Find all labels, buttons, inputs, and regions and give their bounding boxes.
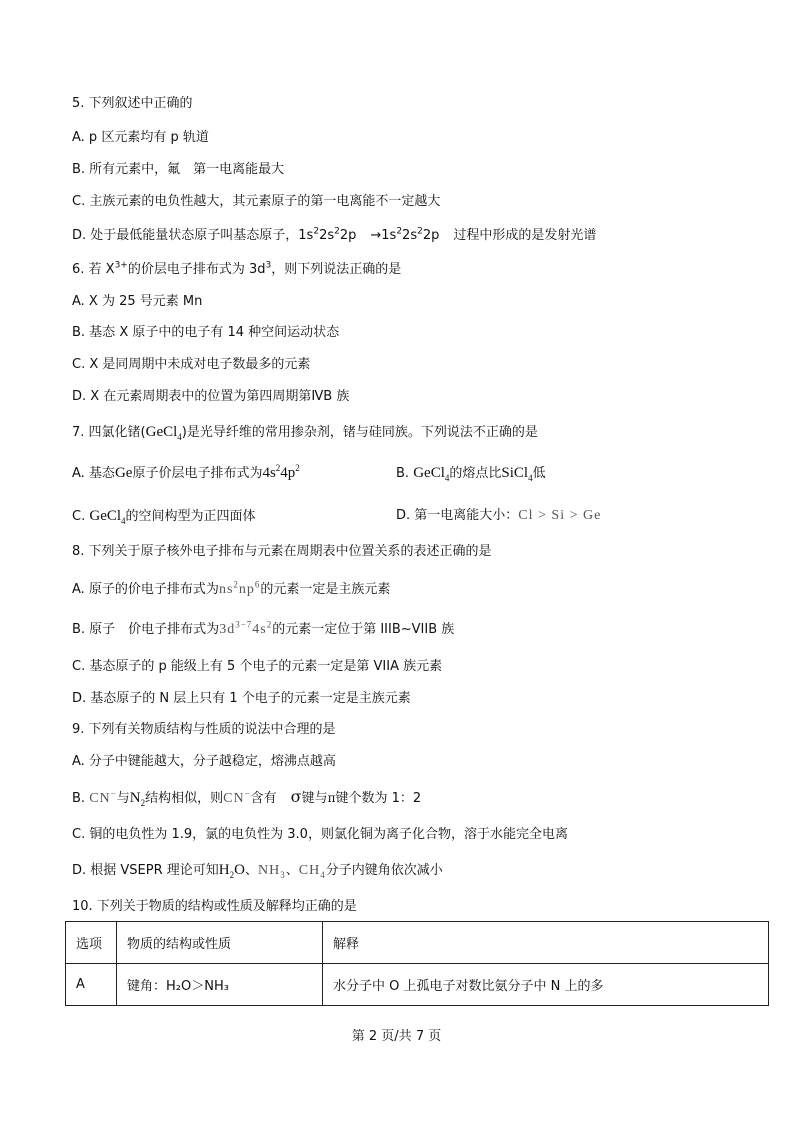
q7-option-a-config: $4s^24p^2$	[262, 463, 300, 481]
q10-stem: 10. 下列关于物质的结构或性质及解释均正确的是	[72, 899, 357, 914]
q9-option-b-mid2: 结构相似，则	[145, 791, 224, 806]
q7-gecl4-formula: GeCl$_4$	[145, 424, 182, 442]
q6-stem-end: ，则下列说法正确的是	[271, 262, 402, 277]
table-cell: 水分子中 O 上孤电子对数比氨分子中 N 上的多	[323, 964, 769, 1006]
q9-option-d-nh3: $NH_3$	[257, 863, 286, 880]
q5-option-d	[72, 228, 596, 244]
q9-option-d-sep1: 、	[244, 863, 258, 878]
q7-option-c-prefix: C.	[72, 509, 86, 524]
q7-option-b-middle: 的熔点比	[449, 466, 502, 481]
table-row	[66, 964, 769, 1006]
q7-option-d-formula: Cl > Si > Ge	[518, 508, 602, 523]
q8-option-b	[72, 619, 455, 638]
q7-stem	[72, 424, 538, 441]
q8-option-a-suffix: 的元素一定是主族元素	[260, 582, 391, 597]
table-header-cell: 物质的结构或性质	[117, 922, 323, 964]
q9-option-b-mid4: 键与	[301, 791, 328, 806]
q8-option-b-formula: $3d^{3-7}4s^2$	[219, 619, 273, 637]
q9-stem: 9. 下列有关物质结构与性质的说法中合理的是	[72, 722, 336, 737]
q6-option-c: C. X 是同周期中未成对电子数最多的元素	[72, 357, 311, 372]
table-cell: 键角：H₂O＞NH₃	[117, 964, 323, 1006]
q6-stem: 6. 若 $X^{3+}$的价层电子排布式为 $3d^3$，则下列说法正确的是	[72, 260, 402, 277]
q9-option-d	[72, 862, 443, 879]
q7-stem-prefix: 7. 四氯化锗(	[72, 425, 146, 440]
q6-stem-prefix: 6. 若 X	[72, 262, 115, 277]
q7-option-d	[396, 508, 601, 524]
q9-option-b-cn2: CN−	[223, 788, 251, 806]
q7-stem-suffix: )是光导纤维的常用掺杂剂，锗与硅同族。下列说法不正确的是	[181, 425, 538, 440]
q5-option-d-suffix: 过程中形成的是发射光谱	[453, 228, 597, 243]
q9-option-c: C. 铜的电负性为 1.9，氯的电负性为 3.0，则氯化铜为离子化合物，溶于水能完全电离	[72, 827, 568, 842]
q5-option-d-prefix: D. 处于最低能量状态原子叫基态原子，	[72, 228, 299, 243]
q8-option-a-prefix: A. 原子的价电子排布式为	[72, 582, 219, 597]
q7-option-c	[72, 508, 256, 525]
q9-option-b-suffix: 键个数为 1：2	[335, 791, 422, 806]
q9-option-b-sigma: σ	[290, 787, 302, 806]
q7-option-b-prefix: B.	[396, 466, 410, 481]
q9-option-d-sep2: 、	[285, 863, 299, 878]
table-cell: A	[66, 964, 117, 1006]
q9-option-d-h2o: $H_2O$	[218, 862, 245, 880]
q8-stem: 8. 下列关于原子核外电子排布与元素在周期表中位置关系的表述正确的是	[72, 544, 492, 559]
table-header-cell: 选项	[66, 922, 117, 964]
q5-stem: 5. 下列叙述中正确的	[72, 96, 193, 111]
q7-option-b-sicl4: SiCl$_4$	[501, 465, 533, 483]
q8-option-c: C. 基态原子的 p 能级上有 5 个电子的元素一定是第 VIIA 族元素	[72, 659, 443, 674]
q9-option-b-cn1: CN−	[89, 788, 117, 806]
q8-option-d: D. 基态原子的 N 层上只有 1 个电子的元素一定是主族元素	[72, 691, 411, 706]
q6-stem-suffix: 的价层电子排布式为 3d	[127, 262, 266, 277]
q8-option-a	[72, 579, 391, 598]
q5-option-c: C. 主族元素的电负性越大，其元素原子的第一电离能不一定越大	[72, 194, 441, 209]
q9-option-b-prefix: B.	[72, 791, 86, 806]
q7-option-c-suffix: 的空间构型为正四面体	[125, 509, 256, 524]
q6-option-b: B. 基态 X 原子中的电子有 14 种空间运动状态	[72, 325, 340, 340]
table-header-cell: 解释	[323, 922, 769, 964]
q9-option-b-n2: $N_2$	[129, 790, 146, 808]
q7-option-b	[396, 465, 546, 482]
q5-option-b: B. 所有元素中，氟 第一电离能最大	[72, 162, 285, 177]
q6-option-a: A. X 为 25 号元素 Mn	[72, 294, 203, 309]
q7-option-a-prefix: A. 基态	[72, 466, 115, 481]
q7-option-d-prefix: D. 第一电离能大小：	[396, 508, 519, 523]
q7-option-a	[72, 465, 300, 482]
q9-option-d-ch4: $CH_4$	[298, 863, 326, 880]
q7-option-c-gecl4: GeCl$_4$	[89, 508, 126, 526]
q5-option-d-formula: $1s^22s^22p \to 1s^22s^22p$	[298, 226, 440, 243]
q8-option-b-suffix: 的元素一定位于第 IIIB~VIIB 族	[272, 622, 455, 637]
q5-option-a: A. p 区元素均有 p 轨道	[72, 130, 209, 145]
q7-option-b-suffix: 低	[532, 466, 546, 481]
q8-option-b-prefix: B. 原子 价电子排布式为	[72, 622, 220, 637]
q9-option-b	[72, 789, 421, 807]
q9-option-b-pi: π	[327, 791, 336, 805]
table-header-row	[66, 922, 769, 964]
q7-option-a-suffix: 原子价层电子排布式为	[132, 466, 263, 481]
page-footer: 第 2 页/共 7 页	[351, 1029, 442, 1044]
q6-option-d: D. X 在元素周期表中的位置为第四周期第ⅣB 族	[72, 389, 350, 404]
q10-table	[65, 921, 769, 1006]
q8-option-a-formula: $ns^2np^6$	[218, 579, 261, 597]
q9-option-a: A. 分子中键能越大，分子越稳定，熔沸点越高	[72, 754, 336, 769]
q9-option-b-mid1: 与	[116, 791, 130, 806]
q9-option-d-suffix: 分子内键角依次减小	[325, 863, 443, 878]
q9-option-b-mid3: 含有	[250, 791, 277, 806]
q7-option-b-gecl4: GeCl$_4$	[413, 465, 450, 483]
q7-option-a-ge: Ge	[114, 465, 133, 481]
q9-option-d-prefix: D. 根据 VSEPR 理论可知	[72, 863, 219, 878]
